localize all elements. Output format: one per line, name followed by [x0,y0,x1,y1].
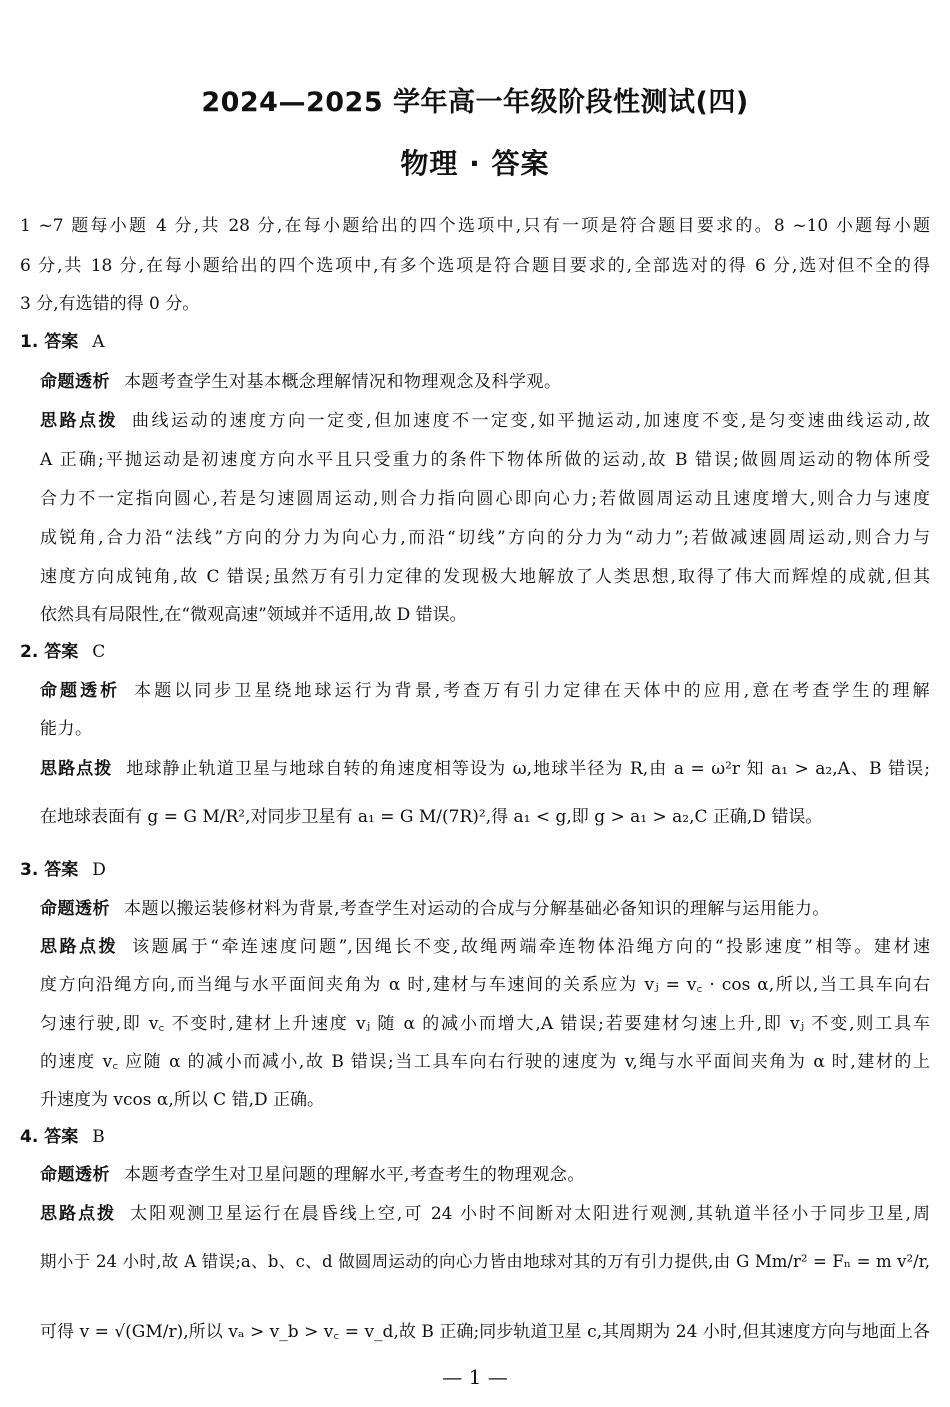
hint-line: 升速度为 vcos α,所以 C 错,D 正确。 [40,1090,325,1110]
hint-line: 可得 v = √(GM/r),所以 vₐ > v_b > v꜀ = v_d,故 B 正确;同步轨道卫星 c,其周期为 24 小时,但其速度方向与地面上各 [40,1322,930,1342]
page-number: — 1 — [442,1365,508,1389]
answer-heading: 2. 答案 C [20,642,106,662]
hint-line: 匀速行驶,即 v꜀ 不变时,建材上升速度 vⱼ 随 α 的减小而增大,A 错误;若要建材匀速上升,即 vⱼ 不变,则工具车 [40,1014,930,1034]
hint-line: 思路点拨 该题属于“牵连速度问题”,因绳长不变,故绳两端牵连物体沿绳方向的“投影速度”相等。建材速 [40,937,930,957]
answer-heading: 4. 答案 B [20,1127,105,1147]
answer-heading: 3. 答案 D [20,860,106,880]
answer-heading: 1. 答案 A [20,332,105,352]
hint-line: 合力不一定指向圆心,若是匀速圆周运动,则合力指向圆心即向心力;若做圆周运动且速度增大,则合力与速度 [40,489,930,509]
intro-line: 1 ~7 题每小题 4 分,共 28 分,在每小题给出的四个选项中,只有一项是符合题目要求的。8 ~10 小题每小题 [20,216,930,236]
hint-line: 思路点拨 地球静止轨道卫星与地球自转的角速度相等设为 ω,地球半径为 R,由 a = ω²r 知 a₁ > a₂,A、B 错误; [40,759,930,779]
hint-line: 度方向沿绳方向,而当绳与水平面间夹角为 α 时,建材与车速间的关系应为 vⱼ = v꜀ · cos α,所以,当工具车向右 [40,975,930,995]
page-title: 2024—2025 学年高一年级阶段性测试(四) [201,87,749,118]
hint-line: 思路点拨 曲线运动的速度方向一定变,但加速度不一定变,如平抛运动,加速度不变,是匀变速曲线运动,故 [40,411,930,431]
page-subtitle: 物理 · 答案 [400,147,550,180]
analysis-line: 能力。 [40,719,93,739]
hint-line: 速度方向成钝角,故 C 错误;虽然万有引力定律的发现极大地解放了人类思想,取得了伟大而辉煌的成就,但其 [40,567,930,587]
intro-line: 3 分,有选错的得 0 分。 [20,294,200,314]
hint-line: 依然具有局限性,在“微观高速”领域并不适用,故 D 错误。 [40,605,467,625]
hint-line: 期小于 24 小时,故 A 错误;a、b、c、d 做圆周运动的向心力皆由地球对其的万有引力提供,由 G Mm/r² = Fₙ = m v²/r, [40,1252,930,1271]
hint-line: 的速度 v꜀ 应随 α 的减小而减小,故 B 错误;当工具车向右行驶的速度为 v,绳与水平面间夹角为 α 时,建材的上 [40,1052,930,1072]
hint-line: 思路点拨 太阳观测卫星运行在晨昏线上空,可 24 小时不间断对太阳进行观测,其轨道半径小于同步卫星,周 [40,1204,930,1224]
analysis-line: 命题透析 本题以搬运装修材料为背景,考查学生对运动的合成与分解基础必备知识的理解与运用能力。 [40,899,830,919]
hint-line: 在地球表面有 g = G M/R²,对同步卫星有 a₁ = G M/(7R)²,得 a₁ < g,即 g > a₁ > a₂,C 正确,D 错误。 [40,807,823,827]
intro-line: 6 分,共 18 分,在每小题给出的四个选项中,有多个选项是符合题目要求的,全部选对的得 6 分,选对但不全的得 [20,256,930,276]
hint-line: A 正确;平抛运动是初速度方向水平且只受重力的条件下物体所做的运动,故 B 错误;做圆周运动的物体所受 [40,450,930,470]
hint-line: 成锐角,合力沿“法线”方向的分力为向心力,而沿“切线”方向的分力为“动力”;若做减速圆周运动,则合力与 [40,528,930,548]
analysis-line: 命题透析 本题以同步卫星绕地球运行为背景,考查万有引力定律在天体中的应用,意在考查学生的理解 [40,681,930,701]
analysis-line: 命题透析 本题考查学生对基本概念理解情况和物理观念及科学观。 [40,372,562,392]
analysis-line: 命题透析 本题考查学生对卫星问题的理解水平,考查考生的物理观念。 [40,1165,585,1185]
